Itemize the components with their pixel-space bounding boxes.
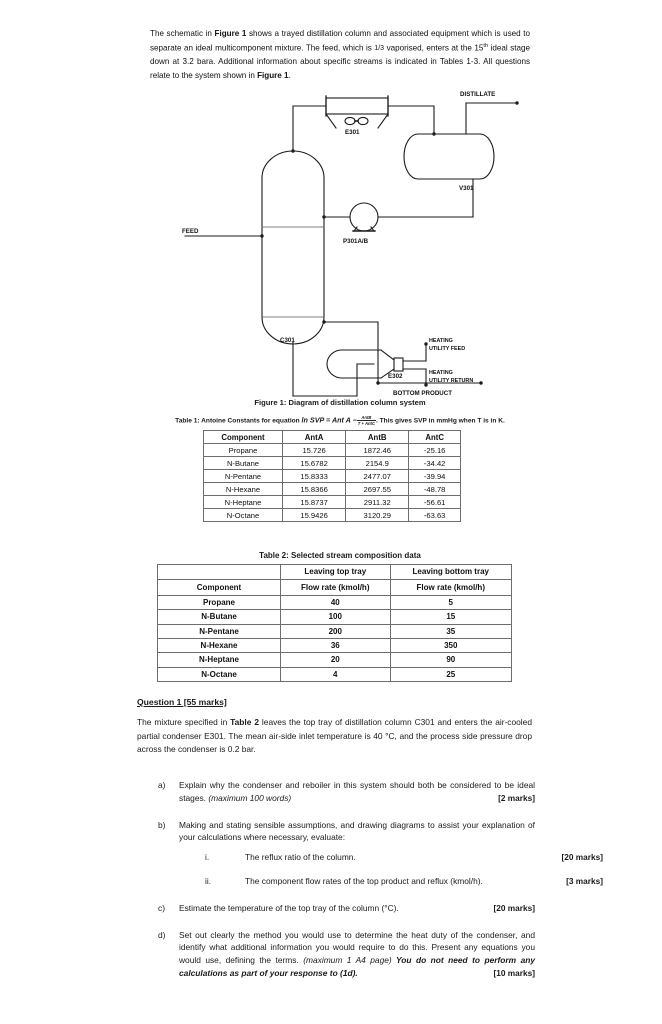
table1-cell-antb: 2477.07 bbox=[346, 470, 409, 483]
node-reflux-in bbox=[322, 215, 325, 218]
table2-cell-bottom-flow: 5 bbox=[390, 595, 511, 609]
question-text-b-ii: The component flow rates of the top product and reflux (kmol/h). bbox=[245, 875, 483, 886]
table2-cell-component: N-Butane bbox=[158, 610, 281, 624]
table2-cell-top-flow: 100 bbox=[281, 610, 391, 624]
table-row bbox=[204, 444, 461, 457]
table1-cell-antc: -39.94 bbox=[409, 470, 461, 483]
question-item-b bbox=[137, 819, 603, 888]
table1-body bbox=[204, 444, 461, 522]
table1-header-row bbox=[204, 431, 461, 444]
intro-text-part3: vaporised, enters at the 15 bbox=[384, 43, 484, 53]
table1-cell-antb: 1872.46 bbox=[346, 444, 409, 457]
table2-header-component: Component bbox=[158, 580, 281, 595]
table1-cell-antb: 3120.29 bbox=[346, 509, 409, 522]
table2-body bbox=[158, 595, 512, 681]
intro-paragraph bbox=[150, 27, 530, 82]
node-bottoms-out bbox=[322, 320, 325, 323]
ordinal-superscript: th bbox=[483, 43, 489, 50]
intro-text-part2: shows a trayed distillation column and associated equipment which is used to separate an ideal multicomponent mixture. The feed, which is bbox=[150, 29, 530, 53]
question-intro bbox=[137, 716, 532, 757]
question-subitem-b-i bbox=[205, 851, 603, 864]
label-condenser: E301 bbox=[345, 129, 360, 136]
table2-cell-bottom-flow: 90 bbox=[390, 653, 511, 667]
table1-cell-antb: 2911.32 bbox=[346, 496, 409, 509]
table1-header-component: Component bbox=[204, 431, 283, 444]
table1-caption-post: . This gives SVP in mmHg when T is in K. bbox=[375, 417, 505, 425]
table1-cell-antb: 2154.9 bbox=[346, 457, 409, 470]
node-distillate bbox=[515, 101, 518, 104]
table-row bbox=[158, 667, 512, 681]
table1-cell-component: N-Heptane bbox=[204, 496, 283, 509]
table1-cell-antc: -34.42 bbox=[409, 457, 461, 470]
table1-caption bbox=[130, 415, 550, 426]
table2-header-bottom-tray: Leaving bottom tray bbox=[390, 565, 511, 580]
table2-cell-bottom-flow: 25 bbox=[390, 667, 511, 681]
antoine-constants-table bbox=[203, 430, 461, 522]
table1-cell-anta: 15.9426 bbox=[283, 509, 346, 522]
question-note-d: (maximum 1 A4 page) bbox=[303, 955, 392, 966]
figure-reference-2: Figure 1 bbox=[257, 70, 289, 80]
label-heating-feed-line2: UTILITY FEED bbox=[429, 346, 466, 352]
label-heating-return-line2: UTILITY RETURN bbox=[429, 378, 474, 384]
table1-cell-component: N-Hexane bbox=[204, 483, 283, 496]
table2-cell-top-flow: 4 bbox=[281, 667, 391, 681]
reboiler-tubesheet bbox=[394, 358, 403, 371]
label-heating-return-line1: HEATING bbox=[429, 370, 453, 376]
table-row bbox=[158, 638, 512, 652]
pump-casing bbox=[350, 203, 378, 231]
intro-text-part5: . bbox=[288, 70, 291, 80]
table-row bbox=[204, 470, 461, 483]
fan-blade-right bbox=[358, 117, 368, 124]
table1-cell-antc: -25.16 bbox=[409, 444, 461, 457]
label-heating-feed-line1: HEATING bbox=[429, 338, 453, 344]
marks-a: [2 marks] bbox=[498, 792, 535, 803]
question-subitem-b-ii bbox=[205, 875, 603, 888]
question-emphasis-d: You do not need to perform any calculations as part of your response to (1d). bbox=[179, 955, 536, 978]
condenser-support-left bbox=[326, 114, 336, 128]
node-drum-inlet bbox=[432, 132, 435, 135]
table2-cell-component: N-Heptane bbox=[158, 653, 281, 667]
table1-cell-component: Propane bbox=[204, 444, 283, 457]
marks-b-ii: [3 marks] bbox=[566, 875, 603, 886]
table1-cell-component: N-Butane bbox=[204, 457, 283, 470]
table1-cell-antc: -56.61 bbox=[409, 496, 461, 509]
intro-text-part4: ideal stage down at 3.2 bara. Additional information about specific streams is indicated in Tables 1-3. All questions relate to the system shown in bbox=[150, 43, 530, 80]
condenser-shell bbox=[326, 98, 388, 114]
reboiler-taper-top bbox=[381, 350, 394, 360]
table2-cell-component: Propane bbox=[158, 595, 281, 609]
node-bottom-product bbox=[376, 381, 379, 384]
antoine-equation-lhs: ln SVP = Ant A − bbox=[301, 415, 357, 425]
reboiler-left-head bbox=[327, 350, 342, 378]
distillation-column-svg bbox=[150, 86, 530, 401]
table1-cell-antb: 2697.55 bbox=[346, 483, 409, 496]
question-text-c: Estimate the temperature of the top tray of the column (°C). bbox=[179, 902, 399, 913]
table2-header-row-1 bbox=[158, 565, 512, 580]
table1-cell-antc: -48.78 bbox=[409, 483, 461, 496]
table2-cell-top-flow: 20 bbox=[281, 653, 391, 667]
process-flow-diagram bbox=[150, 86, 530, 401]
table2-cell-component: N-Pentane bbox=[158, 624, 281, 638]
drum-right-head bbox=[480, 134, 494, 179]
label-feed: FEED bbox=[182, 228, 199, 235]
table1-header-antc: AntC bbox=[409, 431, 461, 444]
table2-header-flow-top: Flow rate (kmol/h) bbox=[281, 580, 391, 595]
intro-text-part1: The schematic in bbox=[150, 29, 215, 38]
question-item-a bbox=[137, 779, 535, 805]
node-heating-return bbox=[424, 383, 427, 386]
table2-cell-bottom-flow: 350 bbox=[390, 638, 511, 652]
antoine-equation-fraction bbox=[357, 415, 376, 426]
table-row bbox=[204, 496, 461, 509]
table2-header-flow-bottom: Flow rate (kmol/h) bbox=[390, 580, 511, 595]
node-column-top bbox=[291, 149, 294, 152]
table-row bbox=[158, 610, 512, 624]
marks-c: [20 marks] bbox=[493, 902, 535, 913]
table1-cell-anta: 15.6782 bbox=[283, 457, 346, 470]
question-items-list bbox=[137, 779, 603, 989]
question-label-b-ii: ii. bbox=[205, 875, 212, 886]
question-body-a bbox=[179, 779, 535, 805]
label-bottom-product: BOTTOM PRODUCT bbox=[393, 390, 453, 397]
table-row bbox=[158, 595, 512, 609]
table-row bbox=[158, 653, 512, 667]
table2-cell-bottom-flow: 15 bbox=[390, 610, 511, 624]
label-pump: P301A/B bbox=[343, 238, 369, 245]
table2-cell-top-flow: 36 bbox=[281, 638, 391, 652]
table2-header-top-tray: Leaving top tray bbox=[281, 565, 391, 580]
table2-cell-bottom-flow: 35 bbox=[390, 624, 511, 638]
table2-cell-top-flow: 200 bbox=[281, 624, 391, 638]
label-distillate: DISTILLATE bbox=[460, 91, 496, 98]
question-intro-part2: leaves the top tray of distillation column C301 and enters the air-cooled partial condenser E301. The mean air-side inlet temperature is 40 °C, and the process side pressure drop across the condenser is 0.2 bar. bbox=[137, 717, 532, 755]
diagram-labels bbox=[182, 91, 495, 397]
table1-cell-component: N-Octane bbox=[204, 509, 283, 522]
question-text-d: Set out clearly the method you would use to determine the heat duty of the condenser, and identify what additional information you would require to do this. Present any equations you would use, defining the terms. bbox=[179, 929, 535, 966]
label-reboiler: E302 bbox=[388, 373, 403, 380]
question-label-c: c) bbox=[158, 902, 165, 913]
table2-cell-component: N-Octane bbox=[158, 667, 281, 681]
marks-b-i: [20 marks] bbox=[561, 852, 603, 863]
question-heading: Question 1 [55 marks] bbox=[137, 697, 227, 707]
question-text-a: Explain why the condenser and reboiler in this system should both be considered to be ideal stages. bbox=[179, 780, 535, 803]
marks-d: [10 marks] bbox=[493, 967, 535, 978]
table2-header-row-2 bbox=[158, 580, 512, 595]
question-label-a: a) bbox=[158, 780, 166, 790]
question-body-c bbox=[179, 902, 535, 915]
table1-head bbox=[204, 431, 461, 444]
table2-caption: Table 2: Selected stream composition data bbox=[259, 551, 421, 560]
table-row bbox=[204, 483, 461, 496]
question-text-b-i: The reflux ratio of the column. bbox=[245, 852, 356, 863]
node-bottom-product-end bbox=[479, 381, 482, 384]
question-body-b bbox=[179, 819, 603, 888]
table-row bbox=[158, 624, 512, 638]
table2-cell-top-flow: 40 bbox=[281, 595, 391, 609]
vaporised-fraction: 1/3 bbox=[374, 45, 385, 53]
question-label-d: d) bbox=[158, 929, 166, 940]
table1-header-anta: AntA bbox=[283, 431, 346, 444]
figure-reference-1: Figure 1 bbox=[214, 29, 247, 38]
figure-caption: Figure 1: Diagram of distillation column system bbox=[254, 398, 426, 407]
condenser-support-right bbox=[378, 114, 388, 128]
question-body-d bbox=[179, 929, 535, 980]
label-reflux-drum: V301 bbox=[459, 185, 474, 192]
question-item-c bbox=[137, 902, 535, 915]
node-heating-feed bbox=[424, 342, 427, 345]
table1-caption-pre: Table 1: Antoine Constants for equation bbox=[175, 417, 302, 425]
stream-composition-table bbox=[157, 564, 512, 682]
table1-cell-component: N-Pentane bbox=[204, 470, 283, 483]
table1-cell-anta: 15.8737 bbox=[283, 496, 346, 509]
question-item-d bbox=[137, 929, 535, 980]
question-text-b: Making and stating sensible assumptions, and drawing diagrams to assist your explanation of your calculations where necessary, evaluate: bbox=[179, 819, 535, 843]
table2-head bbox=[158, 565, 512, 596]
fan-blade-left bbox=[345, 117, 355, 124]
question-label-b: b) bbox=[158, 819, 166, 830]
column-top-head bbox=[262, 151, 324, 178]
question-body-b-ii bbox=[245, 875, 603, 888]
table1-cell-antc: -63.63 bbox=[409, 509, 461, 522]
antoine-fraction-numerator: AntB bbox=[357, 415, 376, 421]
table1-cell-anta: 15.726 bbox=[283, 444, 346, 457]
table2-header-blank bbox=[158, 565, 281, 580]
question-label-b-i: i. bbox=[205, 852, 210, 863]
table1-cell-anta: 15.8333 bbox=[283, 470, 346, 483]
drum-left-head bbox=[404, 134, 418, 179]
question-note-a: (maximum 100 words) bbox=[208, 792, 292, 803]
table1-header-antb: AntB bbox=[346, 431, 409, 444]
table-row bbox=[204, 457, 461, 470]
table2-reference: Table 2 bbox=[230, 717, 259, 727]
antoine-fraction-denominator: T + AntC bbox=[357, 421, 375, 426]
table-row bbox=[204, 509, 461, 522]
label-column: C301 bbox=[280, 337, 295, 344]
question-body-b-i bbox=[245, 851, 603, 864]
table1-cell-anta: 15.8366 bbox=[283, 483, 346, 496]
node-feed-in bbox=[260, 234, 263, 237]
table2-cell-component: N-Hexane bbox=[158, 638, 281, 652]
question-intro-part1: The mixture specified in bbox=[137, 717, 231, 727]
